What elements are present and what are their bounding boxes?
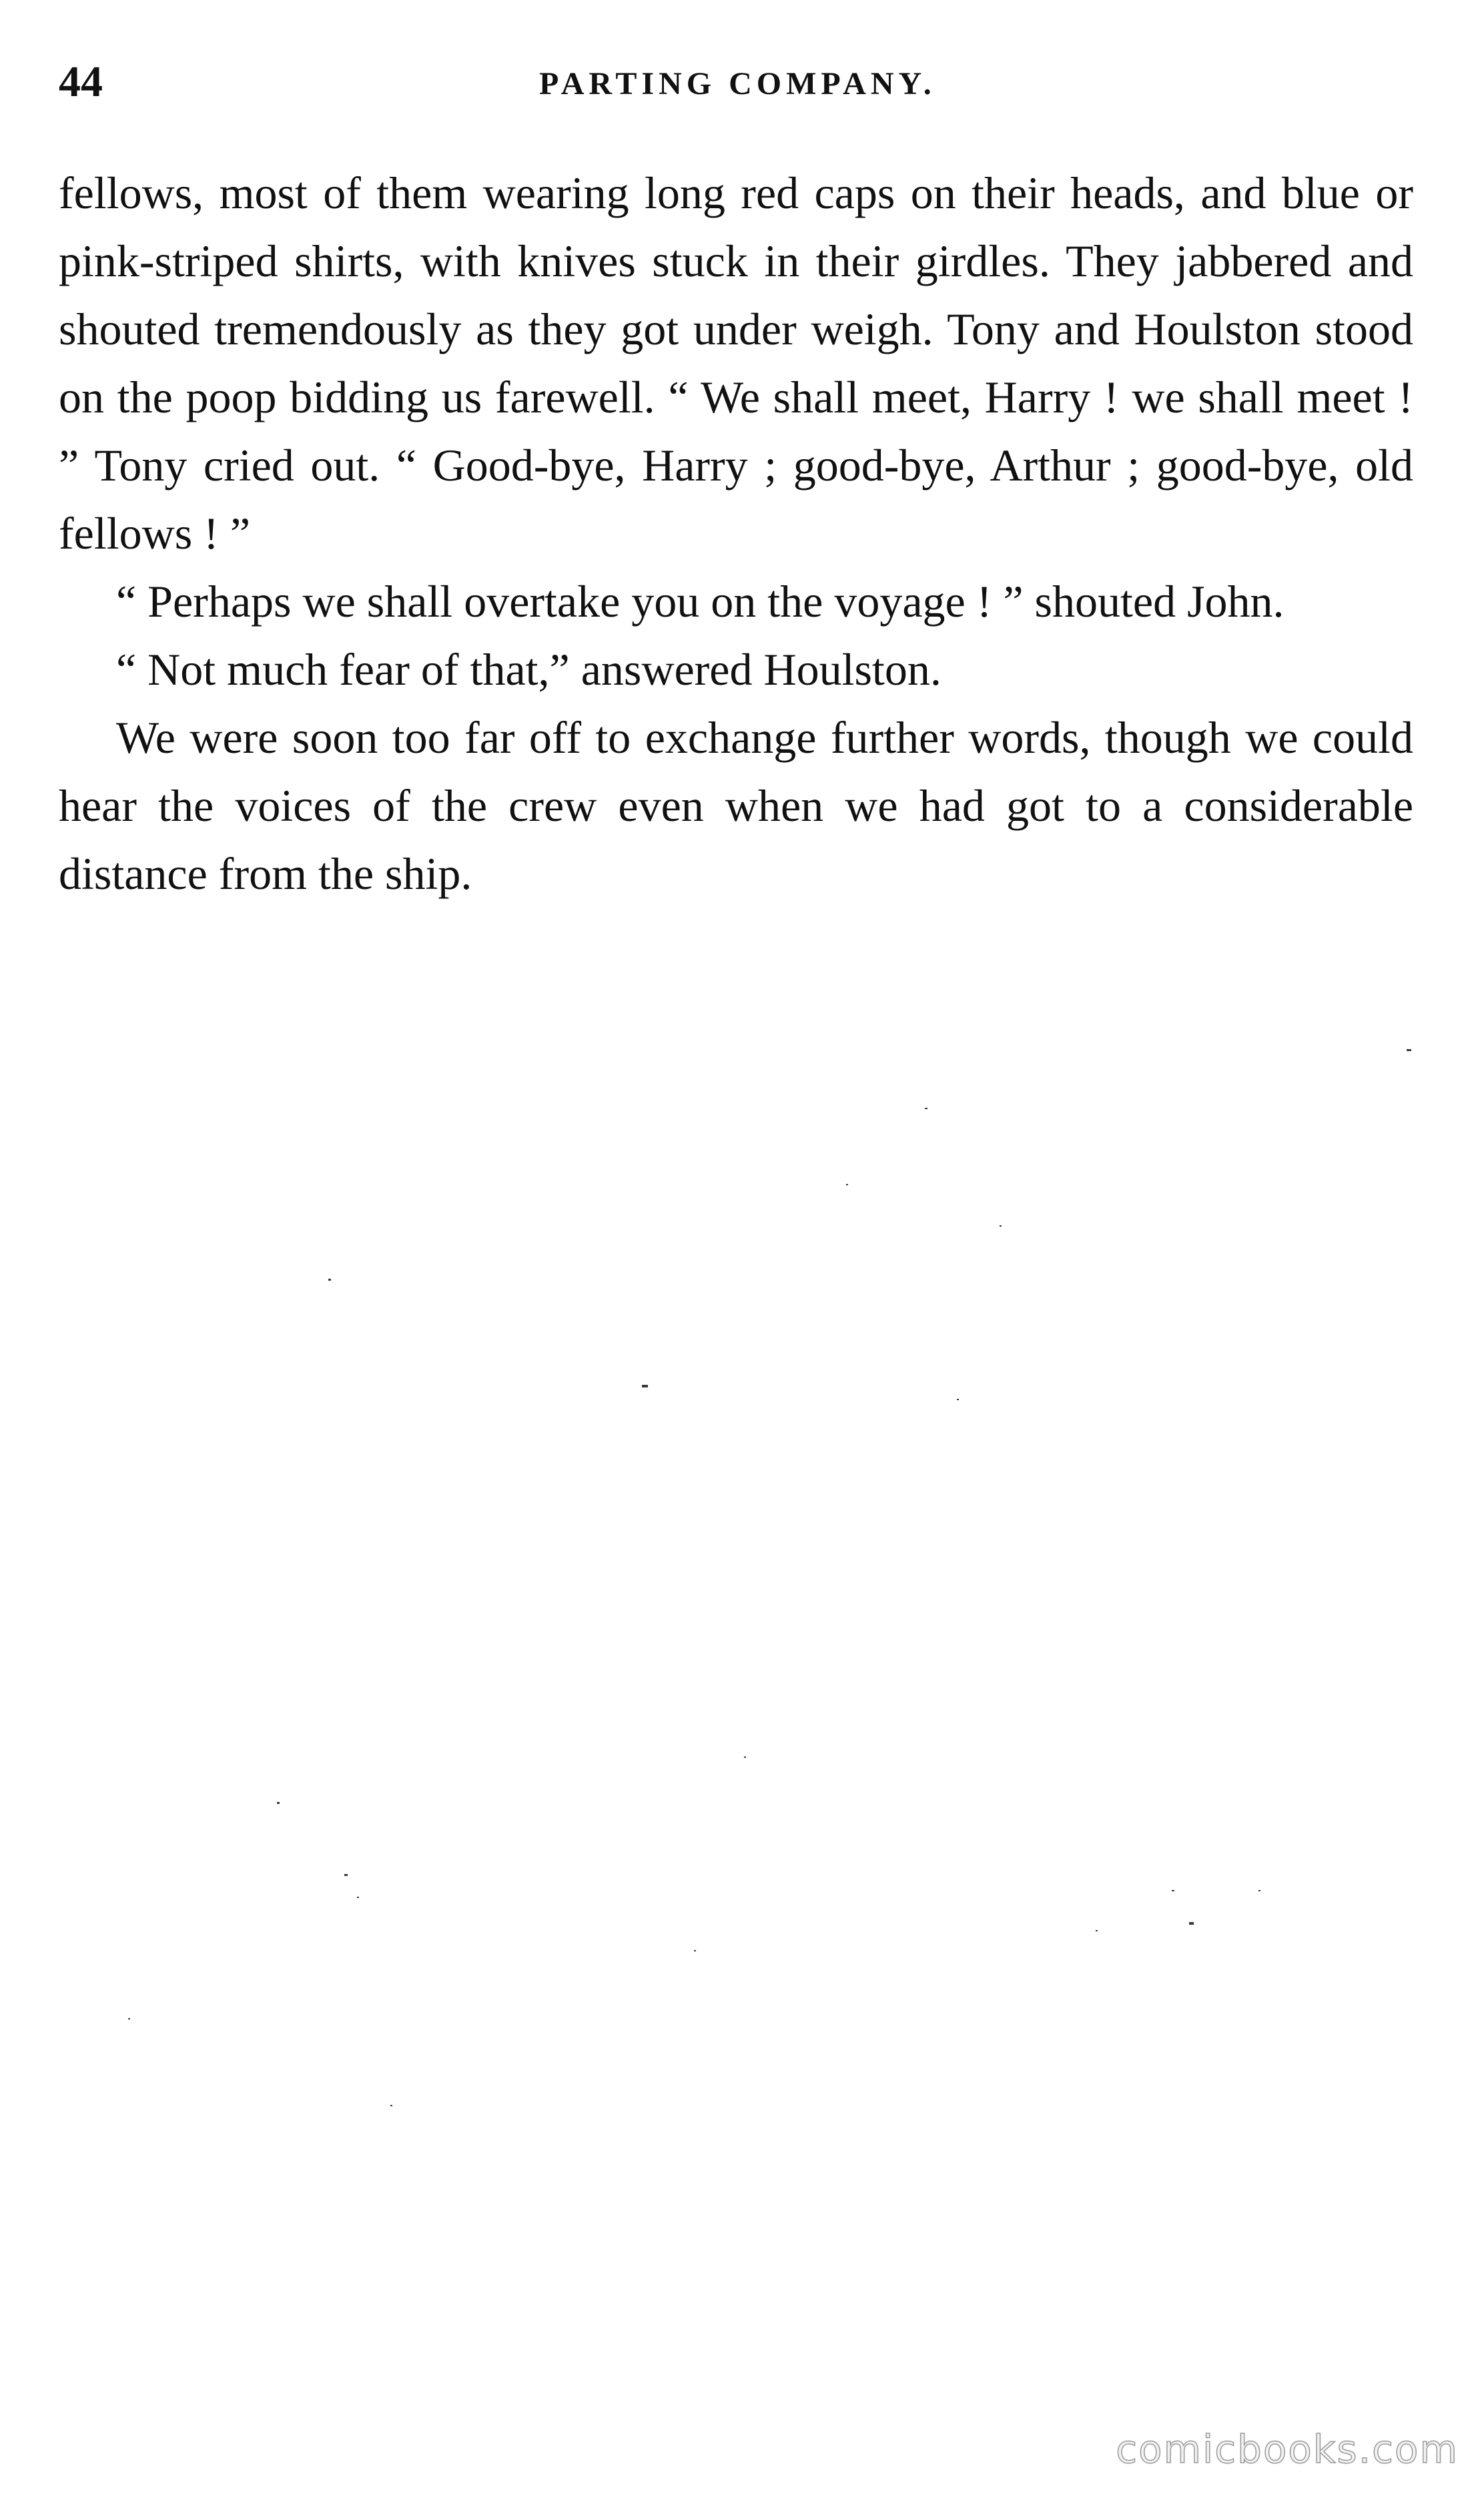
paragraph-john-reply: “ Perhaps we shall overtake you on the voyage ! ” shouted John.	[116, 576, 1284, 627]
running-head: PARTING COMPANY.	[539, 66, 936, 101]
paragraph-departure: We were soon too far off to exchange further words, though we could hear the voices of the crew even when we had got to a considerable distance from the ship.	[59, 712, 1413, 899]
watermark-logo: comicbooks.com	[1116, 2427, 1459, 2472]
paragraph-houlston-answer: “ Not much fear of that,” answered Houlston.	[116, 644, 942, 695]
paragraph-continued: fellows, most of them wearing long red caps on their heads, and blue or pink-striped shirts, with knives stuck in their girdles. They jabbered and shouted tremendously as they got under weigh. Tony and Houlston stood on the poop bidding us farewell. “ We shall meet, Harry ! we shall meet ! ” Tony cried out. “ Good-bye, Harry ; good-bye, Arthur ; good-bye, old fellows ! ”	[59, 168, 1413, 559]
page-number: 44	[59, 57, 103, 106]
